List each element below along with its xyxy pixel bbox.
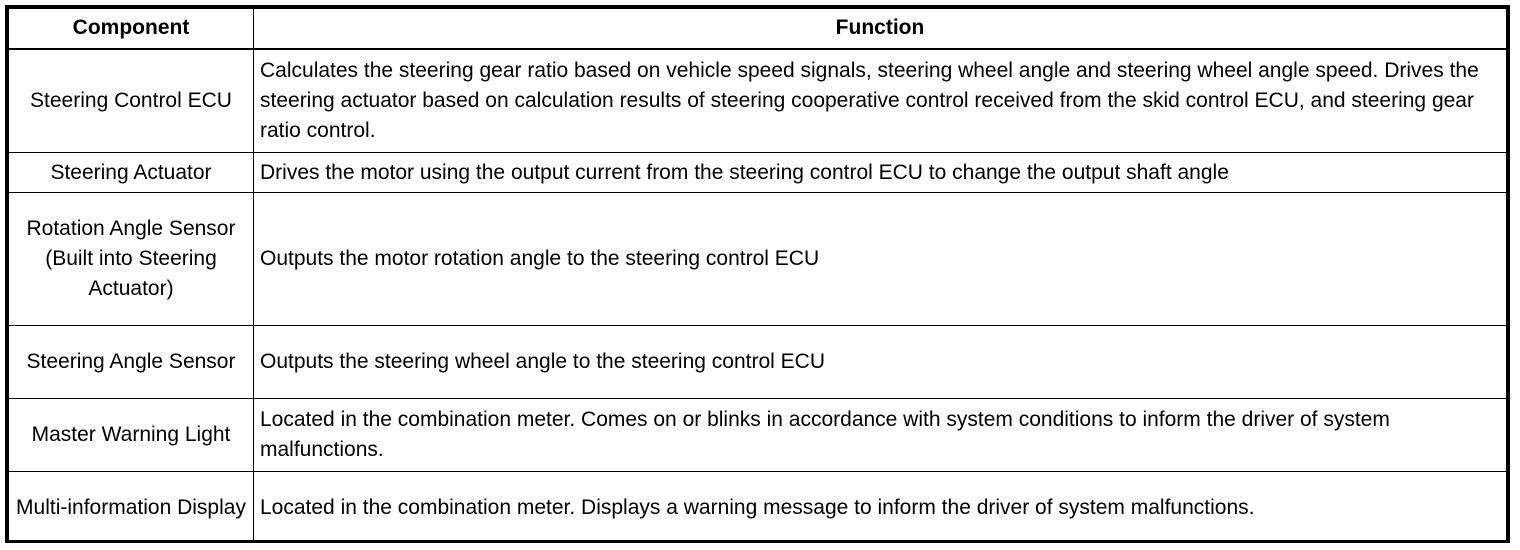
function-cell: Outputs the steering wheel angle to the steering control ECU	[254, 326, 1507, 399]
function-cell: Drives the motor using the output current from the steering control ECU to change the output shaft angle	[254, 153, 1507, 193]
component-cell: Steering Angle Sensor	[9, 326, 254, 399]
function-cell: Located in the combination meter. Displays a warning message to inform the driver of system malfunctions.	[254, 472, 1507, 544]
component-cell: Rotation Angle Sensor (Built into Steering Actuator)	[9, 193, 254, 326]
function-cell: Located in the combination meter. Comes on or blinks in accordance with system conditions to inform the driver of system malfunctions.	[254, 399, 1507, 472]
component-function-table	[8, 8, 1507, 543]
component-cell: Steering Control ECU	[9, 49, 254, 153]
table-row	[9, 399, 1507, 472]
table-row	[9, 193, 1507, 326]
function-cell: Outputs the motor rotation angle to the steering control ECU	[254, 193, 1507, 326]
component-cell: Multi-information Display	[9, 472, 254, 544]
header-component: Component	[9, 9, 254, 49]
component-cell: Master Warning Light	[9, 399, 254, 472]
table-row	[9, 326, 1507, 399]
table-row	[9, 472, 1507, 544]
component-function-table-frame	[5, 5, 1510, 543]
header-row	[9, 9, 1507, 49]
function-cell: Calculates the steering gear ratio based on vehicle speed signals, steering wheel angle and steering wheel angle speed. Drives the steering actuator based on calculation results of steering cooperative control received from the skid control ECU, and steering gear ratio control.	[254, 49, 1507, 153]
table-row	[9, 49, 1507, 153]
header-function: Function	[254, 9, 1507, 49]
table-row	[9, 153, 1507, 193]
component-cell: Steering Actuator	[9, 153, 254, 193]
